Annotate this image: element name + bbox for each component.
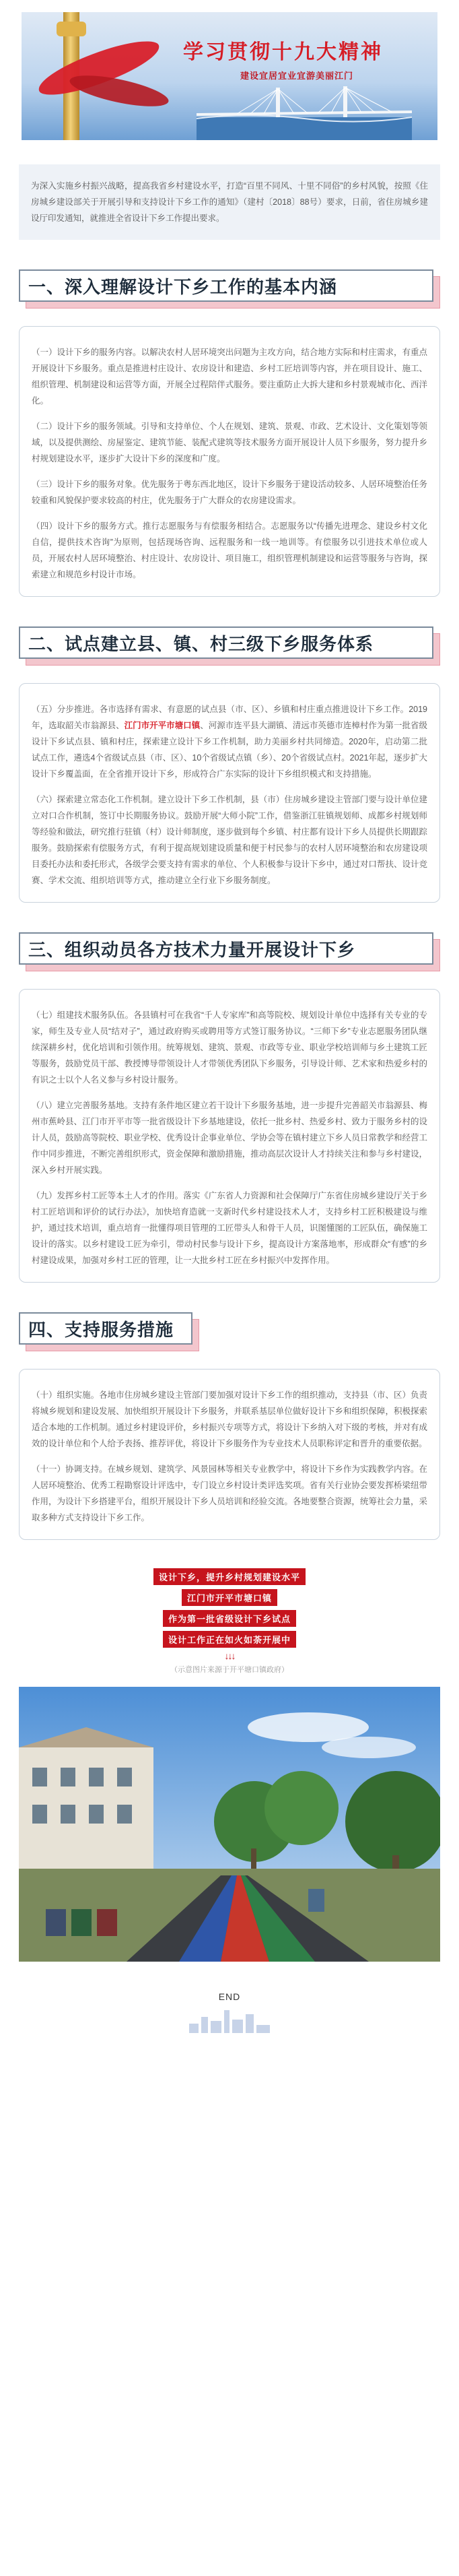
paragraph	[32, 701, 427, 782]
paragraph: （四）设计下乡的服务方式。推行志愿服务与有偿服务相结合。志愿服务以“传播先进理念、建设乡村文化自信，提供技术咨询”为原则，包括现场咨询、远程服务和一线一地训等。有偿服务以引进技术单位或人员，开展农村人居环境整治、村庄设计、农房设计、项目施工，组织管理机制建设和运营等服务与咨询，探索建立和规范乡村设计市场。	[32, 521, 427, 579]
section-content-4	[19, 1369, 440, 1540]
end-marker: END	[218, 1991, 241, 2002]
skyline-decoration	[189, 2009, 270, 2033]
section-heading-4	[19, 1312, 199, 1351]
paragraph: （八）建立完善服务基地。支持有条件地区建立若干设计下乡服务基地，进一步提升完善韶关市翁源县、梅州市蕉岭县、江门市开平市等一批省级设计下乡基地建设，依托一批乡村、热爱乡村、致力于服务乡村的设计人员，鼓励高等院校、职业学校、优秀设计企事业单位、学协会等在镇村建立下乡人员日常教学和经营工作中同步推进，不断完善组织形式，资金保障和激励措施，推动高层次设计人才持续关注和参与乡村建设，深入乡村开展实践。	[32, 1101, 427, 1175]
banner-title: 学习贯彻十九大精神	[183, 41, 383, 63]
section-title: 四、支持服务措施	[28, 1319, 174, 1340]
intro-paragraph: 为深入实施乡村振兴战略，提高我省乡村建设水平，打造“百里不同风、十里不同俗”的乡村风貌，按照《住房城乡建设部关于开展引导和支持设计下乡工作的通知》（建村〔2018〕88号）要求，日前，省住房城乡建设厅印发通知，就推进全省设计下乡工作提出要求。	[19, 164, 440, 240]
paragraph: （六）探索建立常态化工作机制。建立设计下乡工作机制，县（市）住房城乡建设主管部门要与设计单位建立对口合作机制，签订中长期服务协议。鼓励开展“大师小院”工作，借鉴浙江驻镇规划师、成都乡村规划师等经验和做法，研究推行驻镇（村）设计师制度，逐步做到每个乡镇、村庄都有设计下乡人员提供长期跟踪服务。鼓励探索有偿服务方式，有利于提高规划建设质量和便于村民参与的农村人居环境整治和农房建设项目委托办法和委托形式，各级学会要支持有需求的单位、个人积极参与设计下乡中，通过对口帮扶、设计竞赛、学术交流、组织培训等方式，推动建立全行业下乡服务制度。	[32, 795, 427, 885]
heading-frame	[19, 932, 433, 965]
road-scene-illustration	[19, 1687, 440, 1962]
paragraph: （七）组建技术服务队伍。各县镇村可在我省“千人专家库”和高等院校、规划设计单位中选择有关专业的专家，师生及专业人员“结对子”，通过政府购买或聘用等方式签订服务协议。“三师下乡”专业志愿服务团队继续深耕乡村，优化培训和引领作用。统筹规划、建筑、景观、市政等专业、职业学校培训师与乡土建筑工匠等服务，鼓励党员干部、教授博导带领设计人才带领优秀团队下乡服务，引导设计师、艺术家和热爱乡村的有识之士以个人名义参与乡村设计服务。	[32, 1010, 427, 1085]
paragraph-text: （五）分步推进。各市选择有需求、有意愿的试点县（市、区）、乡镇和村庄重点推进设计下乡工作。2019年，选取韶关市翁源县、	[32, 705, 427, 730]
down-arrows: ↓↓↓	[224, 1650, 235, 1661]
section-heading-3	[19, 932, 440, 971]
section-heading-1	[19, 269, 440, 309]
photo-source: （示意图片来源于开平塘口镇政府）	[170, 1666, 289, 1674]
section-title: 二、试点建立县、镇、村三级下乡服务体系	[28, 633, 374, 654]
section-content-1	[19, 326, 440, 597]
paragraph: （十一）协调支持。在城乡规划、建筑学、风景园林等相关专业教学中，将设计下乡作为实践教学内容。在人居环境整治、优秀工程勘察设计评选中，专门设立乡村设计类评选奖项。省有关行业协会要发挥桥梁纽带作用，为设计下乡搭建平台，组织开展设计下乡人员培训和经验交流。各地要整合资源，统筹社会力量，采取多种方式支持设计下乡工作。	[32, 1464, 427, 1522]
village-road-photo	[19, 1687, 440, 1962]
heading-frame	[19, 269, 433, 302]
paragraph: （九）发挥乡村工匠等本土人才的作用。落实《广东省人力资源和社会保障厅广东省住房城乡建设厅关于乡村工匠培训和评价的试行办法》，加快培育造就一支新时代乡村建设技术人才，支持乡村工匠积极建设与维护，通过技术培训，重点培育一批懂得项目管理的工匠带头人和骨干人员，识图懂图的工匠队伍，确保施工设计的落实。以乡村建设工匠为牵引，带动村民参与设计下乡，提高设计方案落地率，形成群众“有感”的乡村建设成果，加强对乡村工匠的管理，让一大批乡村工匠在乡村振兴中发挥作用。	[32, 1191, 427, 1265]
caption-line: 设计工作正在如火如荼开展中	[163, 1631, 296, 1648]
caption-line: 作为第一批省级设计下乡试点	[163, 1610, 296, 1627]
paragraph-text: 、河源市连平县大湖镇、清远市英德市连樟村作为第一批省级设计下乡试点县、镇和村庄，探索建立设计下乡工作机制，助力美丽乡村共同缔造。2020年，启动第二批试点工作，遴选4个省级试点县（市、区）、10个省级试点镇（乡）、20个省级试点村。2021年起，逐步扩大设计下乡覆盖面，在全省推开设计下乡，形成符合广东实际的设计下乡组织模式和支持措施。	[32, 721, 427, 779]
highlighted-place-name: 江门市开平市塘口镇	[124, 721, 201, 730]
pillar-cap-graphic	[57, 22, 86, 36]
paragraph: （二）设计下乡的服务领域。引导和支持单位、个人在规划、建筑、景观、市政、艺术设计、文化策划等领域，以及提供测绘、房屋鉴定、建筑节能、装配式建筑等技术服务方面开展设计人员下乡服务，努力提升乡村规划建设水平，逐步扩大设计下乡的深度和广度。	[32, 422, 427, 463]
section-content-2	[19, 683, 440, 903]
photo-caption	[0, 1564, 459, 1675]
header-banner	[22, 12, 437, 140]
paragraph: （十）组织实施。各地市住房城乡建设主管部门要加强对设计下乡工作的组织推动，支持县（市、区）负责将城乡规划和建设发展、加快组织开展设计下乡服务，并联系基层单位做好设计下乡和组织保障，积极探索适合本地的工作机制。通过乡村建设评价，乡村振兴专项等方式，将设计下乡纳入对下级的考核，并对有成效的设计单位和个人给予表扬、推荐评优，将设计下乡服务作为专业技术人员职称评定和晋升的重要依据。	[32, 1390, 427, 1448]
section-title: 一、深入理解设计下乡工作的基本内涵	[28, 276, 338, 297]
section-heading-2	[19, 626, 440, 666]
heading-frame	[19, 1312, 192, 1345]
banner-subtitle: 建设宜居宜业宜游美丽江门	[240, 71, 354, 81]
article-page	[0, 12, 459, 2576]
section-content-3	[19, 989, 440, 1283]
caption-line: 设计下乡，提升乡村规划建设水平	[153, 1568, 306, 1585]
paragraph: （一）设计下乡的服务内容。以解决农村人居环境突出问题为主攻方向，结合地方实际和村庄需求，有重点开展设计下乡服务。重点是推进村庄设计、农房设计和建造、乡村工匠培训等内容，并在项目设计、施工、组织管理、机制建设和运营等方面，开展全过程陪伴式服务。要注重防止大拆大建和乡村景观城市化、西洋化。	[32, 348, 427, 406]
paragraph: （三）设计下乡的服务对象。优先服务于粤东西北地区，设计下乡服务于建设活动较多、人居环境整治任务较重和风貌保护要求较高的村庄，优先服务于广大群众的农房建设需求。	[32, 480, 427, 505]
bridge-illustration	[197, 85, 412, 140]
caption-line: 江门市开平市塘口镇	[182, 1589, 277, 1606]
heading-frame	[19, 626, 433, 659]
section-title: 三、组织动员各方技术力量开展设计下乡	[28, 939, 356, 960]
